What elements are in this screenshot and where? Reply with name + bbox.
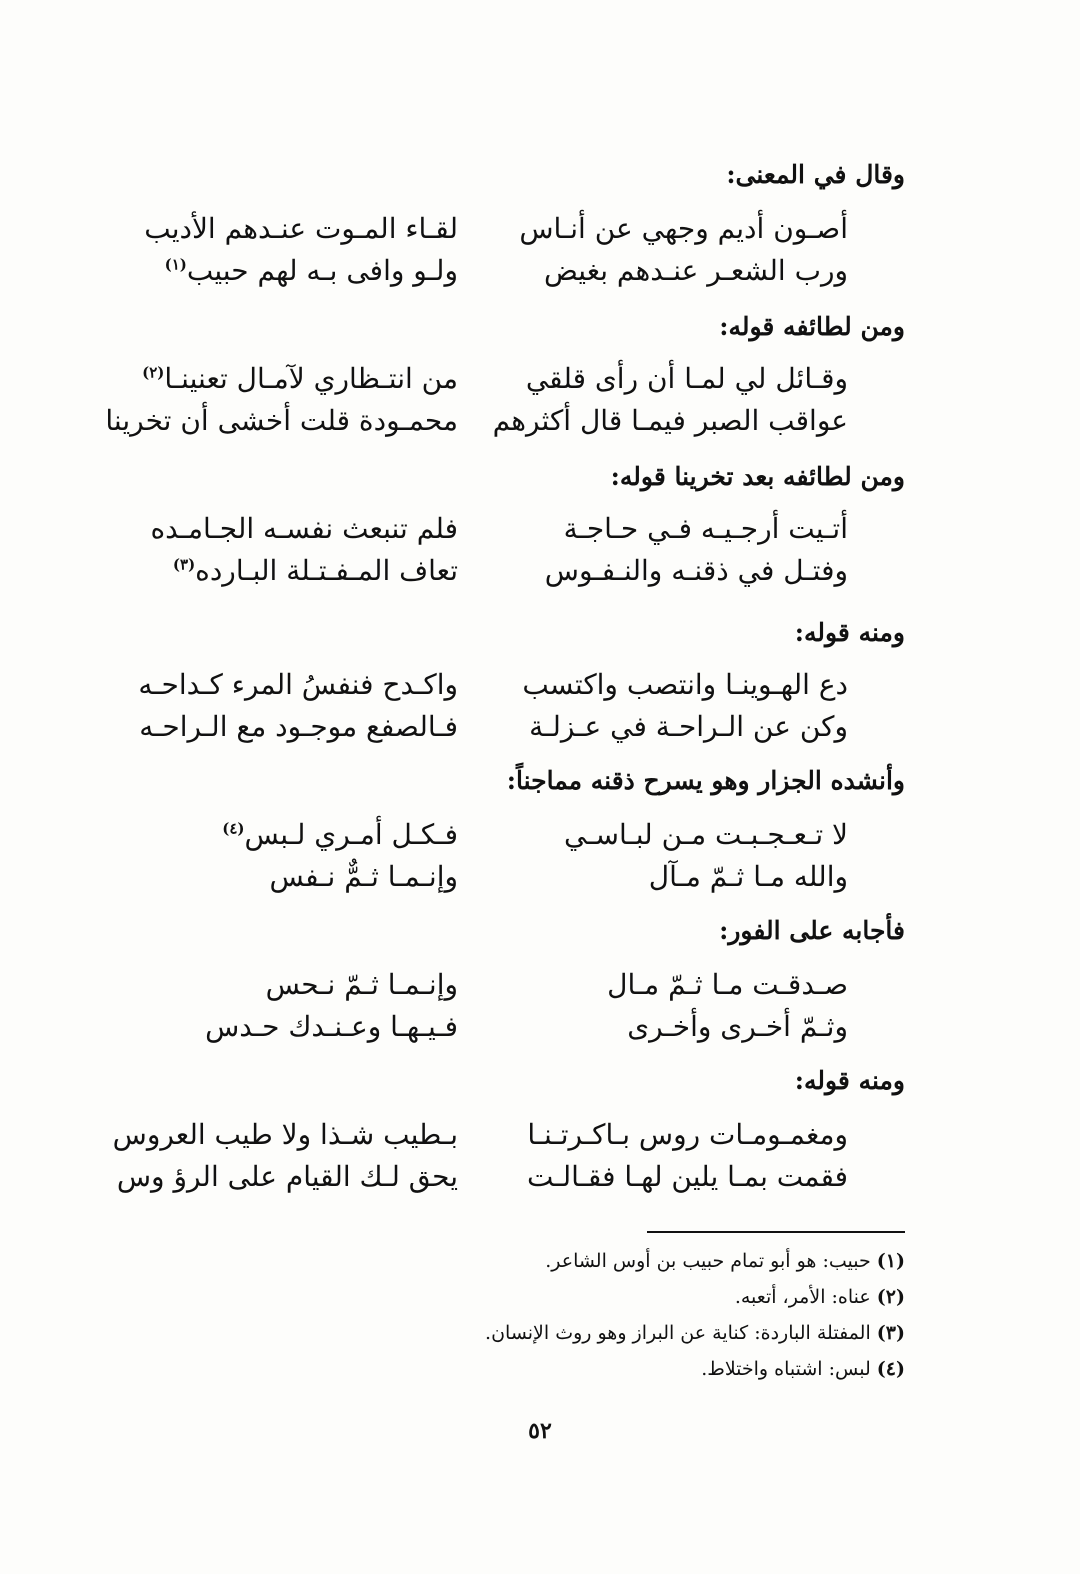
verse-first-hemistich: صـدقـت مـا ثـمّ مـال	[607, 968, 848, 1001]
section-heading: ومنه قوله:	[794, 1066, 905, 1095]
verse-second-hemistich: واكـدح فنفسُ المرء كـداحـه	[138, 668, 458, 701]
page-number: ٥٢	[528, 1418, 552, 1444]
footnote-number: (٣)	[876, 1322, 905, 1344]
footnote-number: (٤)	[876, 1358, 905, 1380]
verse-second-hemistich: تعاف المـفـتـلة البـارده$^{(٣)}$	[172, 554, 458, 587]
verse-first-hemistich: لا تـعـجـبـت مـن لبـاسـي	[563, 818, 848, 851]
verse-first-hemistich: وقـائل لي لمـا أن رأى قلقي	[525, 362, 848, 395]
section-heading: ومن لطائفه بعد تخرينا قوله:	[610, 462, 905, 491]
verse-first-hemistich: ومغمـومـات روس بـاكـرتـنـا	[527, 1118, 848, 1151]
verse-first-hemistich: ورب الشعـر عنـدهم بغيض	[543, 254, 848, 287]
footnote	[545, 1250, 905, 1272]
verse-second-hemistich: فلم تنبعث نفسـه الجـامـده	[150, 512, 458, 545]
footnote-text: المفتلة الباردة: كناية عن البراز وهو روث الإنسان.	[485, 1322, 871, 1344]
footnote	[485, 1322, 905, 1344]
verse-second-hemistich: ولـو وافى بـه لهم حبيب$^{(١)}$	[164, 254, 458, 287]
footnote-number: (٢)	[876, 1286, 905, 1308]
verse-first-hemistich: أتـيت أرجـيـه فـي حـاجـة	[563, 512, 848, 545]
verse-second-hemistich: محمـودة قلت أخشى أن تخرينا	[105, 404, 458, 437]
verse-second-hemistich: من انتـظاري لآمـال تعنينـا$^{(٢)}$	[142, 362, 458, 395]
footnote-marker: (٣)	[172, 555, 196, 574]
footnote-marker: (٤)	[222, 819, 245, 838]
verse-second-hemistich: فـكـل أمـري لـبس$^{(٤)}$	[222, 818, 458, 851]
footnote-text: عناه: الأمر، أتعبه.	[734, 1286, 871, 1308]
verse-first-hemistich: وثـمّ أخـرى وأخـرى	[627, 1010, 848, 1043]
verse-first-hemistich: عواقب الصبر فيمـا قال أكثرهم	[492, 404, 848, 437]
verse-first-hemistich: وفتـل في ذقنـه والنـفـوس	[544, 554, 848, 587]
verse-second-hemistich: فـالصفع موجـود مع الـراحـه	[139, 710, 458, 743]
verse-first-hemistich: دع الهـوينـا وانتصب واكتسب	[522, 668, 848, 701]
footnote-marker: (١)	[164, 255, 187, 274]
verse-first-hemistich: وكن عن الـراحـة في عـزلـة	[529, 710, 848, 743]
verse-second-hemistich: وإنـمـا ثـمّ نـحس	[265, 968, 458, 1001]
verse-first-hemistich: فقمت بمـا يلين لهـا فقـالـت	[526, 1160, 848, 1193]
verse-second-hemistich: لقـاء المـوت عنـدهم الأديب	[144, 212, 458, 245]
section-heading: وقال في المعنى:	[726, 160, 905, 189]
footnote-text: حبيب: هو أبو تمام حبيب بن أوس الشاعر.	[545, 1250, 871, 1272]
section-heading: وأنشده الجزار وهو يسرح ذقنه مماجناً:	[506, 766, 905, 795]
verse-first-hemistich: أصـون أديم وجهي عن أنـاس	[519, 212, 848, 245]
verse-second-hemistich: يحق لـك القيام على الرؤ وس	[116, 1160, 458, 1193]
verse-second-hemistich: فـيـهـا وعـنـدك حـدس	[205, 1010, 458, 1043]
section-heading: ومن لطائفه قوله:	[719, 312, 905, 341]
verse-second-hemistich: وإنـمـا ثـمٌّ نـفس	[269, 860, 458, 893]
footnote-separator	[647, 1231, 905, 1233]
footnote-number: (١)	[876, 1250, 905, 1272]
footnote-marker: (٢)	[142, 363, 165, 382]
verse-first-hemistich: والله مـا ثـمّ مـآل	[648, 860, 848, 893]
footnote-text: لبس: اشتباه واختلاط.	[701, 1358, 871, 1380]
footnote	[701, 1358, 905, 1380]
footnote	[735, 1286, 905, 1308]
section-heading: فأجابه على الفور:	[719, 916, 905, 945]
section-heading: ومنه قوله:	[794, 618, 905, 647]
verse-second-hemistich: بـطيب شـذا ولا طيب العروس	[112, 1118, 458, 1151]
